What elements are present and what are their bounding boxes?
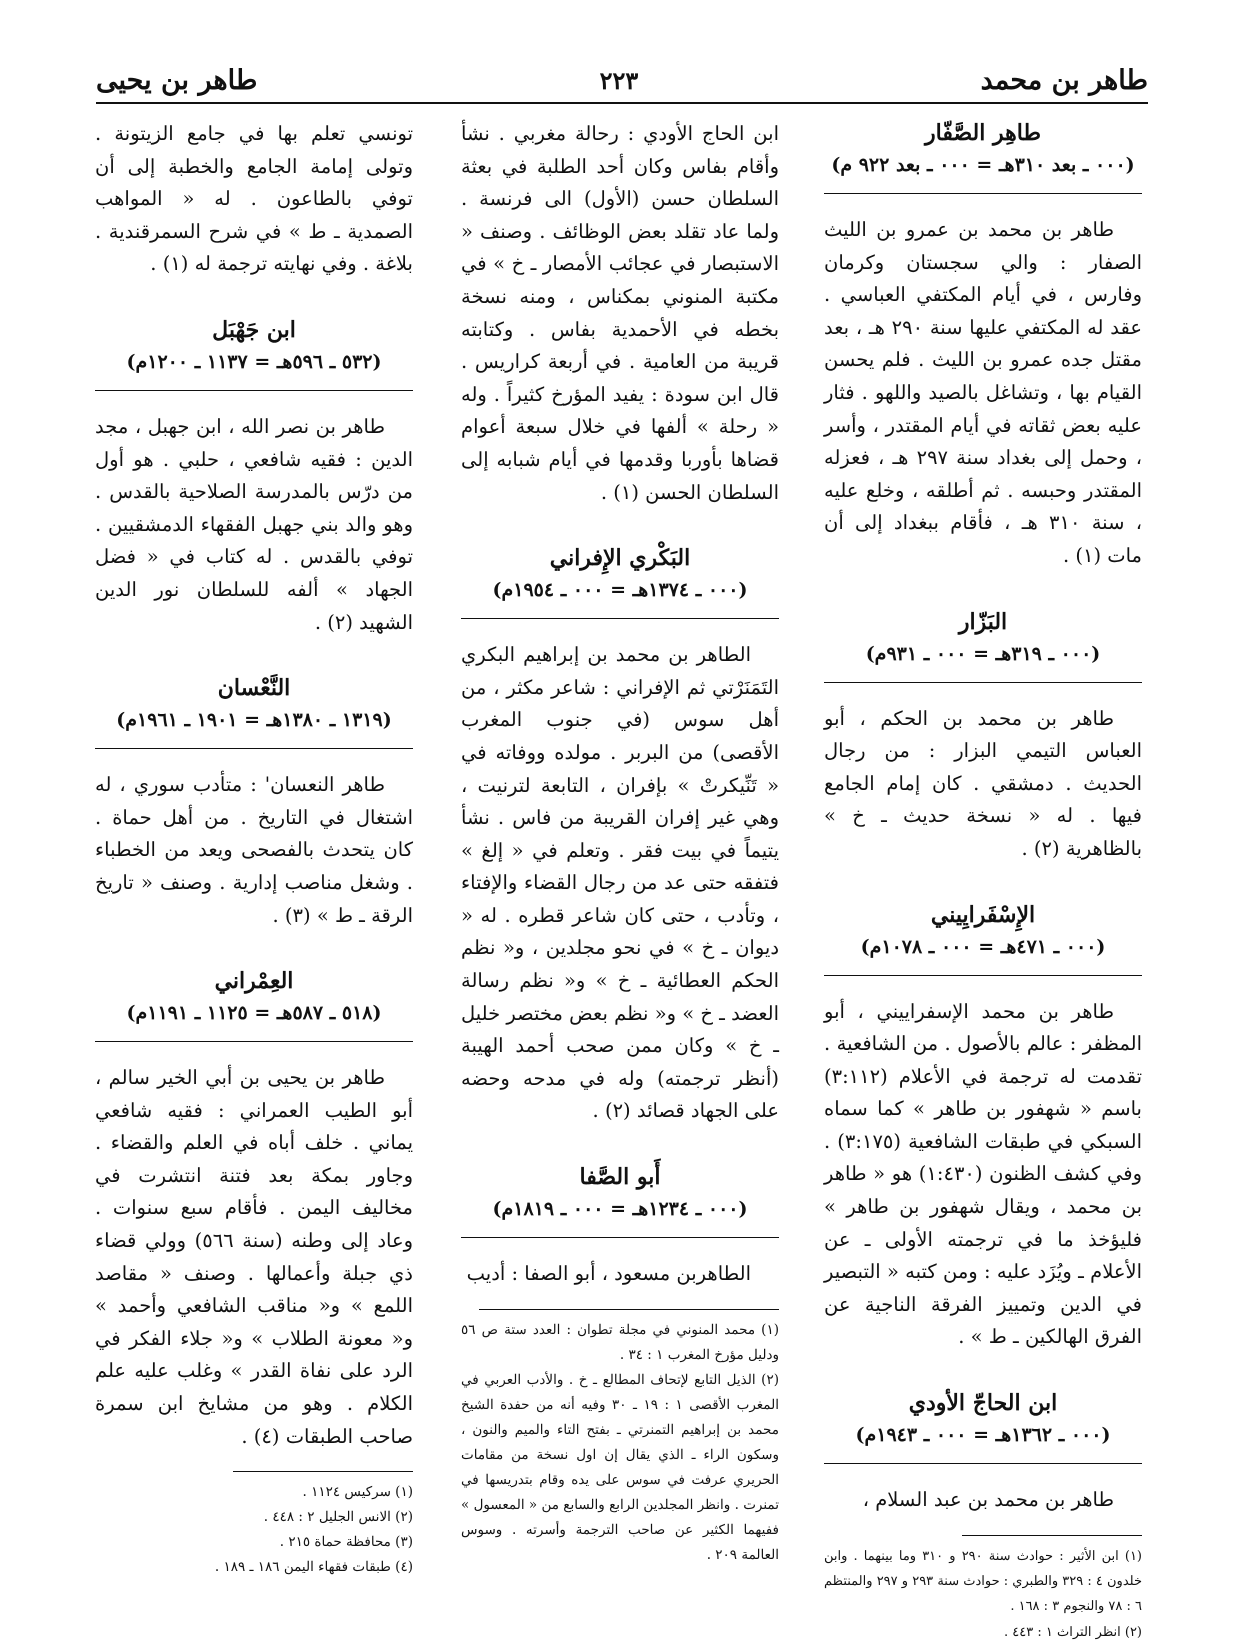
footnote: (٤) طبقات فقهاء اليمن ١٨٦ ـ ١٨٩ . (214, 1559, 413, 1576)
entry-title: طاهِر الصَّفّار (925, 120, 1041, 146)
entry-dates: (٠٠٠ ـ ٤٧١هـ = ٠٠٠ ـ ١٠٧٨م) (824, 933, 1142, 976)
entry-dates: (٠٠٠ ـ بعد ٣١٠هـ = ٠٠٠ ـ بعد ٩٢٢ م) (824, 151, 1142, 194)
column-middle (461, 118, 779, 1568)
entry-dates: (٠٠٠ ـ ٣١٩هـ = ٠٠٠ ـ ٩٣١م) (824, 640, 1142, 683)
entry-title: العِمْراني (214, 968, 294, 995)
footnote: (٢) انظر التراث ١ : ٤٤٣ . (1004, 1624, 1142, 1640)
entry-dates: (٠٠٠ ـ ١٣٦٢هـ = ٠٠٠ ـ ١٩٤٣م) (824, 1421, 1142, 1464)
entry-body: طاهر بن محمد بن الحكم ، أبو العباس التيمي البزار : من رجال الحديث . دمشقي . كان إمام الجامع فيها . له « نسخة حديث ـ خ » بالظاهرية (٢) . (824, 706, 1142, 860)
footnote: (٢) الانس الجليل ٢ : ٤٤٨ . (263, 1509, 413, 1526)
entry-continuation: ابن الحاج الأودي : رحالة مغربي . نشأ وأقام بفاس وكان أحد الطلبة في بعثة السلطان حسن (الأول) الى فرنسة . ولما عاد تقلد بعض الوظائف . وصنف « الاستبصار في عجائب الأمصار ـ خ » في مكتبة المنوني بمكناس ، ومنه نسخة بخطه في الأحمدية بفاس . وكتابته قريبة من العامية . في أربعة كراريس . قال ابن سودة : يفيد المؤرخ كثيراً . وله « رحلة » ألفها في خلال سبعة أعوام قضاها بأوربا وقدمها في أيام شبابه إلى السلطان الحسن (١) . (461, 122, 779, 504)
entry-continuation: تونسي تعلم بها في جامع الزيتونة . وتولى إمامة الجامع والخطبة إلى أن توفي بالطاعون . له « المواهب الصمدية ـ ط » في شرح السمرقندية . بلاغة . وفي نهايته ترجمة له (١) . (95, 122, 413, 276)
column-left (95, 118, 413, 1580)
entry-body: طاهر النعسان' : متأدب سوري ، له اشتغال في التاريخ . من أهل حماة . كان يتحدث بالفصحى ويعد من الخطباء . وشغل مناصب إدارية . وصنف « تاريخ الرقة ـ ط » (٣) . (95, 773, 413, 927)
footnote: (٢) الذيل التابع لإتحاف المطالع ـ خ . والأدب العربي في المغرب الأقصى ١ : ١٩ ـ ٣٠ وفيه أنه من حفدة الشيخ محمد بن إبراهيم التمنرتي ـ بفتح التاء والميم والنون ، وسكون الراء ـ الذي يقال إن اول نسخة من مقامات الحريري عرفت في سوس على يده وقام بتدريسها في تمنرت . وانظر المجلدين الرابع والسابع من « المعسول » ففيهما الكثير عن صاحب الترجمة وأسرته . وسوس العالمة ٢٠٩ . (461, 1371, 779, 1563)
entry-dates: (٠٠٠ ـ ١٣٧٤هـ = ٠٠٠ ـ ١٩٥٤م) (461, 576, 779, 619)
entry-dates: (٥١٨ ـ ٥٨٧هـ = ١١٢٥ ـ ١١٩١م) (95, 999, 413, 1042)
entry-body: الطاهربن مسعود ، أبو الصفا : أديب (466, 1262, 751, 1286)
running-header (96, 62, 1148, 104)
header-left-title: طاهر بن يحيى (96, 65, 258, 96)
footnote: (١) ابن الأثير : حوادث سنة ٢٩٠ و ٣١٠ وما بينهما . وابن خلدون ٤ : ٣٢٩ والطبري : حوادث سنة ٢٩٣ و ٢٩٧ والمنتظم ٦ : ٧٨ والنجوم ٣ : ١٦٨ . (824, 1548, 1142, 1615)
entry-body: طاهر بن محمد بن عمرو بن الليث الصفار : والي سجستان وكرمان وفارس ، في أيام المكتفي العباسي . عقد له المكتفي عليها سنة ٢٩٠ هـ ، بعد مقتل جده عمرو بن الليث . فلم يحسن القيام بها ، وتشاغل بالصيد واللهو . فثار عليه بعض ثقاته في أيام المقتدر ، وأسر ، وحمل إلى بغداد سنة ٢٩٧ هـ ، فعزله المقتدر وحبسه . ثم أطلقه ، وخلع عليه ، سنة ٣١٠ هـ ، فأقام ببغداد إلى أن مات (١) . (824, 218, 1142, 567)
entry-title: ابن جَهْبَل (212, 316, 296, 343)
entry-dates: (١٣١٩ ـ ١٣٨٠هـ = ١٩٠١ ـ ١٩٦١م) (95, 706, 413, 749)
entry-title: الإِسْفَرايِيني (930, 901, 1036, 928)
entry-body: طاهر بن يحيى بن أبي الخير سالم ، أبو الطيب العمراني : فقيه شافعي يماني . خلف أباه في العلم والقضاء . وجاور بمكة بعد فتنة انتشرت في مخاليف اليمن . فأقام سبع سنوات . وعاد إلى وطنه (سنة ٥٦٦) وولي قضاء ذي جبلة وأعمالها . وصنف « مقاصد اللمع » و« مناقب الشافعي وأحمد » و« معونة الطلاب » و« جلاء الفكر في الرد على نفاة القدر » وغلب عليه علم الكلام . وهو من مشايخ ابن سمرة صاحب الطبقات (٤) . (95, 1066, 413, 1448)
entry-title: أَبو الصَّفا (579, 1164, 661, 1191)
footnote-divider (479, 1309, 779, 1310)
entry-body: طاهر بن نصر الله ، ابن جهبل ، مجد الدين : فقيه شافعي ، حلبي . هو أول من درّس بالمدرسة الصلاحية بالقدس . وهو والد بني جهبل الفقهاء الدمشقيين . توفي بالقدس . له كتاب في « فضل الجهاد » ألفه للسلطان نور الدين الشهيد (٢) . (95, 414, 413, 634)
entry-body: طاهر بن محمد الإسفراييني ، أبو المظفر : عالم بالأصول . من الشافعية . تقدمت له ترجمة في الأعلام (٣:١١٢) باسم « شهفور بن طاهر » كما سماه السبكي في طبقات الشافعية (٣:١٧٥) . وفي كشف الظنون (١:٤٣٠) هو « طاهر بن محمد ، ويقال شهفور بن طاهر » فليؤخذ ما في ترجمته الأولى ـ عن الأعلام ـ ويُزَد عليه : ومن كتبه « التبصير في الدين وتمييز الفرقة الناجية عن الفرق الهالكين ـ ط » . (824, 999, 1142, 1349)
footnote-divider (962, 1535, 1142, 1536)
entry-title: النَّعْسان (217, 675, 291, 702)
footnote: (١) محمد المنوني في مجلة تطوان : العدد ستة ص ٥٦ ودليل مؤرخ المغرب ١ : ٣٤ . (461, 1321, 779, 1363)
entry-title: البَزّار (958, 608, 1008, 635)
entry-title: ابن الحاجّ الأودي (908, 1390, 1058, 1417)
footnote: (١) سركيس ١١٢٤ . (302, 1484, 413, 1501)
entry-dates: (٠٠٠ ـ ١٢٣٤هـ = ٠٠٠ ـ ١٨١٩م) (461, 1195, 779, 1238)
entry-dates: (٥٣٢ ـ ٥٩٦هـ = ١١٣٧ ـ ١٢٠٠م) (95, 348, 413, 391)
footnote-divider (233, 1471, 413, 1472)
entry-body: طاهر بن محمد بن عبد السلام ، (862, 1488, 1114, 1512)
header-right-title: طاهر بن محمد (980, 65, 1148, 96)
entry-body: الطاهر بن محمد بن إبراهيم البكري التَمَنَرْتي ثم الإفراني : شاعر مكثر ، من أهل سوس (في جنوب المغرب الأقصى) من البربر . مولده ووفاته في « تَنِّيكرتْ » بإفران ، التابعة لترنيت ، وهي غير إفران القريبة من فاس . نشأ يتيماً في بيت فقر . وتعلم في « إلغ » فتفقه حتى عد من رجال القضاء والإفتاء ، وتأدب ، حتى كان شاعر قطره . له « ديوان ـ خ » في نحو مجلدين ، و« نظم الحكم العطائية ـ خ » و« نظم رسالة العضد ـ خ » و« نظم بعض مختصر خليل ـ خ » وكان ممن صحب أحمد الهيبة (أنظر ترجمته) وله في مدحه وحضه على الجهاد قصائد (٢) . (461, 643, 779, 1123)
column-right (824, 118, 1142, 1645)
footnote: (٣) محافظة حماة ٢١٥ . (279, 1534, 413, 1551)
entry-title: البَكْري الإِفراني (549, 545, 691, 572)
page-number: ٢٢٣ (599, 66, 639, 95)
